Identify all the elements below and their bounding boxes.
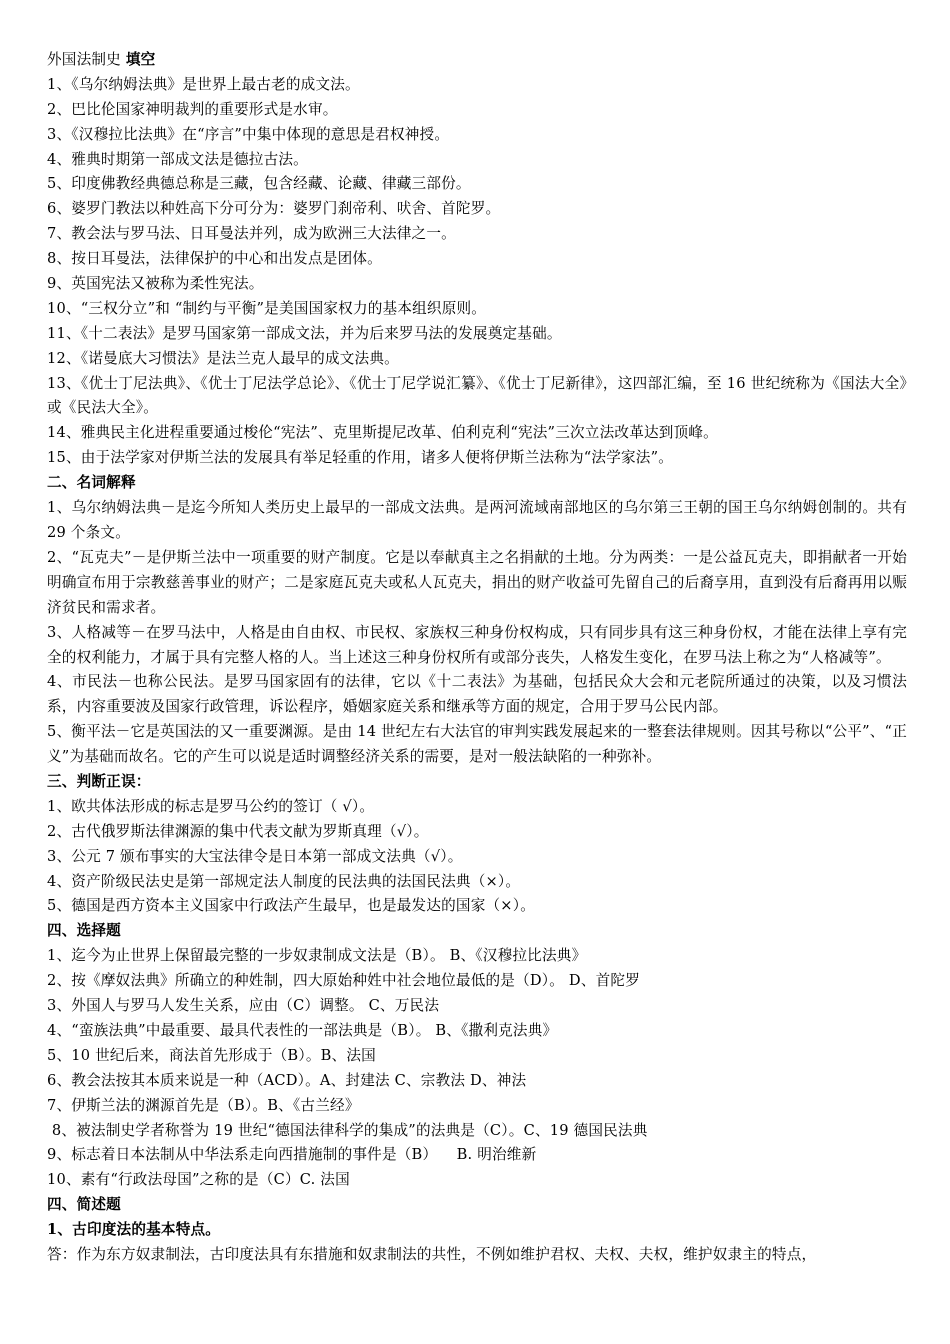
fill-blank-item: 5、印度佛教经典德总称是三藏，包含经藏、论藏、律藏三部份。 (47, 175, 471, 193)
fill-blank-item: 12、《诺曼底大习惯法》是法兰克人最早的成文法典。 (47, 349, 399, 367)
question-heading: 1、古印度法的基本特点。 (47, 1221, 221, 1239)
fill-blank-item: 10、“三权分立”和 “制约与平衡”是美国国家权力的基本组织原则。 (47, 299, 487, 317)
choice-item: 9、标志着日本法制从中华法系走向西措施制的事件是（B） B. 明治维新 (47, 1146, 537, 1164)
choice-item: 2、按《摩奴法典》所确立的种姓制，四大原始种姓中社会地位最低的是（D）。 D、首陀罗 (47, 972, 640, 990)
answer-text: 答：作为东方奴隶制法，古印度法具有东措施和奴隶制法的共性，不例如维护君权、夫权、夫权，维护奴隶主的特点， (47, 1245, 817, 1263)
term-item: 1、乌尔纳姆法典－是迄今所知人类历史上最早的一部成文法典。是两河流域南部地区的乌尔第三王朝的国王乌尔纳姆创制的。共有 29 个条文。 (47, 499, 907, 541)
term-item: 5、衡平法－它是英国法的又一重要渊源。是由 14 世纪左右大法官的审判实践发展起来的一整套法律规则。因其号称以“公平”、“正义”为基础而故名。它的产生可以说是适时调整经济关系的需要，是对一般法缺陷的一种弥补。 (47, 723, 907, 766)
term-item: 2、“瓦克夫”－是伊斯兰法中一项重要的财产制度。它是以奉献真主之名捐献的土地。分为两类：一是公益瓦克夫，即捐献者一开始明确宣布用于宗教慈善事业的财产；二是家庭瓦克夫或私人瓦克夫，捐出的财产收益可先留自己的后裔享用，直到没有后裔再用以赈济贫民和需求者。 (47, 548, 907, 616)
choice-item: 1、迄今为止世界上保留最完整的一步奴隶制成文法是（B）。 B、《汉穆拉比法典》 (47, 947, 587, 965)
fill-blank-item: 15、由于法学家对伊斯兰法的发展具有举足轻重的作用，诸多人便将伊斯兰法称为“法学家法”。 (47, 449, 674, 467)
choice-item: 4、“蛮族法典”中最重要、最具代表性的一部法典是（B）。 B、《撒利克法典》 (47, 1021, 558, 1039)
section-heading-short-answer: 四、简述题 (47, 1196, 121, 1214)
fill-blank-item: 6、婆罗门教法以种姓高下分可分为：婆罗门刹帝利、吠舍、首陀罗。 (47, 200, 501, 218)
choice-item: 3、外国人与罗马人发生关系，应由（C）调整。 C、万民法 (47, 997, 440, 1015)
document-title (47, 48, 907, 73)
fill-blank-item: 11、《十二表法》是罗马国家第一部成文法，并为后来罗马法的发展奠定基础。 (47, 324, 562, 342)
fill-blank-item: 13、《优士丁尼法典》、《优士丁尼法学总论》、《优士丁尼学说汇纂》、《优士丁尼新律》，这四部汇编，至 16 世纪统称为《国法大全》或《民法大全》。 (47, 374, 907, 417)
judgement-item: 5、德国是西方资本主义国家中行政法产生最早，也是最发达的国家（×）。 (47, 897, 536, 915)
fill-blank-item: 14、雅典民主化进程重要通过梭伦“宪法”、克里斯提尼改革、伯利克利“宪法”三次立法改革达到顶峰。 (47, 424, 718, 442)
section-heading-judgement: 三、判断正误： (47, 773, 151, 791)
judgement-item: 2、古代俄罗斯法律渊源的集中代表文献为罗斯真理（√）。 (47, 822, 429, 840)
fill-blank-item: 9、英国宪法又被称为柔性宪法。 (47, 275, 264, 293)
choice-item: 10、素有“行政法母国”之称的是（C）C. 法国 (47, 1171, 350, 1189)
section-heading-terms: 二、名词解释 (47, 474, 136, 492)
term-item: 4、市民法－也称公民法。是罗马国家固有的法律，它以《十二表法》为基础，包括民众大会和元老院所通过的决策，以及习惯法系，内容重要波及国家行政管理，诉讼程序，婚姻家庭关系和继承等方面的规定，合用于罗马公民内部。 (47, 673, 907, 716)
document-page (47, 48, 907, 1268)
section-heading-choice: 四、选择题 (47, 922, 121, 940)
choice-item: 6、教会法按其本质来说是一种（ACD）。A、封建法 C、宗教法 D、神法 (47, 1071, 527, 1089)
judgement-item: 4、资产阶级民法史是第一部规定法人制度的民法典的法国民法典（×）。 (47, 872, 521, 890)
fill-blank-item: 2、巴比伦国家神明裁判的重要形式是水审。 (47, 100, 338, 118)
fill-blank-item: 4、雅典时期第一部成文法是德拉古法。 (47, 150, 308, 168)
fill-blank-item: 1、《乌尔纳姆法典》是世界上最古老的成文法。 (47, 75, 360, 93)
fill-blank-item: 7、教会法与罗马法、日耳曼法并列，成为欧洲三大法律之一。 (47, 225, 456, 243)
judgement-item: 1、欧共体法形成的标志是罗马公约的签订（ √）。 (47, 797, 375, 815)
fill-blank-item: 8、按日耳曼法，法律保护的中心和出发点是团体。 (47, 250, 382, 268)
fill-blank-item: 3、《汉穆拉比法典》在“序言”中集中体现的意思是君权神授。 (47, 125, 450, 143)
choice-item: 5、10 世纪后来，商法首先形成于（B）。B、法国 (47, 1046, 376, 1064)
choice-item: 7、伊斯兰法的渊源首先是（B）。B、《古兰经》 (47, 1096, 360, 1114)
term-item: 3、人格减等－在罗马法中，人格是由自由权、市民权、家族权三种身份权构成，只有同步具有这三种身份权，才能在法律上享有完全的权利能力，才属于具有完整人格的人。当上述这三种身份权所有或部分丧失，人格发生变化，在罗马法上称之为“人格减等”。 (47, 623, 907, 666)
judgement-item: 3、公元 7 颁布事实的大宝法律令是日本第一部成文法典（√）。 (47, 847, 463, 865)
choice-item: 8、被法制史学者称誉为 19 世纪“德国法律科学的集成”的法典是（C）。C、19 德国民法典 (47, 1121, 648, 1139)
title-bold: 填空 (125, 51, 156, 68)
title-prefix: 外国法制史 (47, 51, 126, 68)
